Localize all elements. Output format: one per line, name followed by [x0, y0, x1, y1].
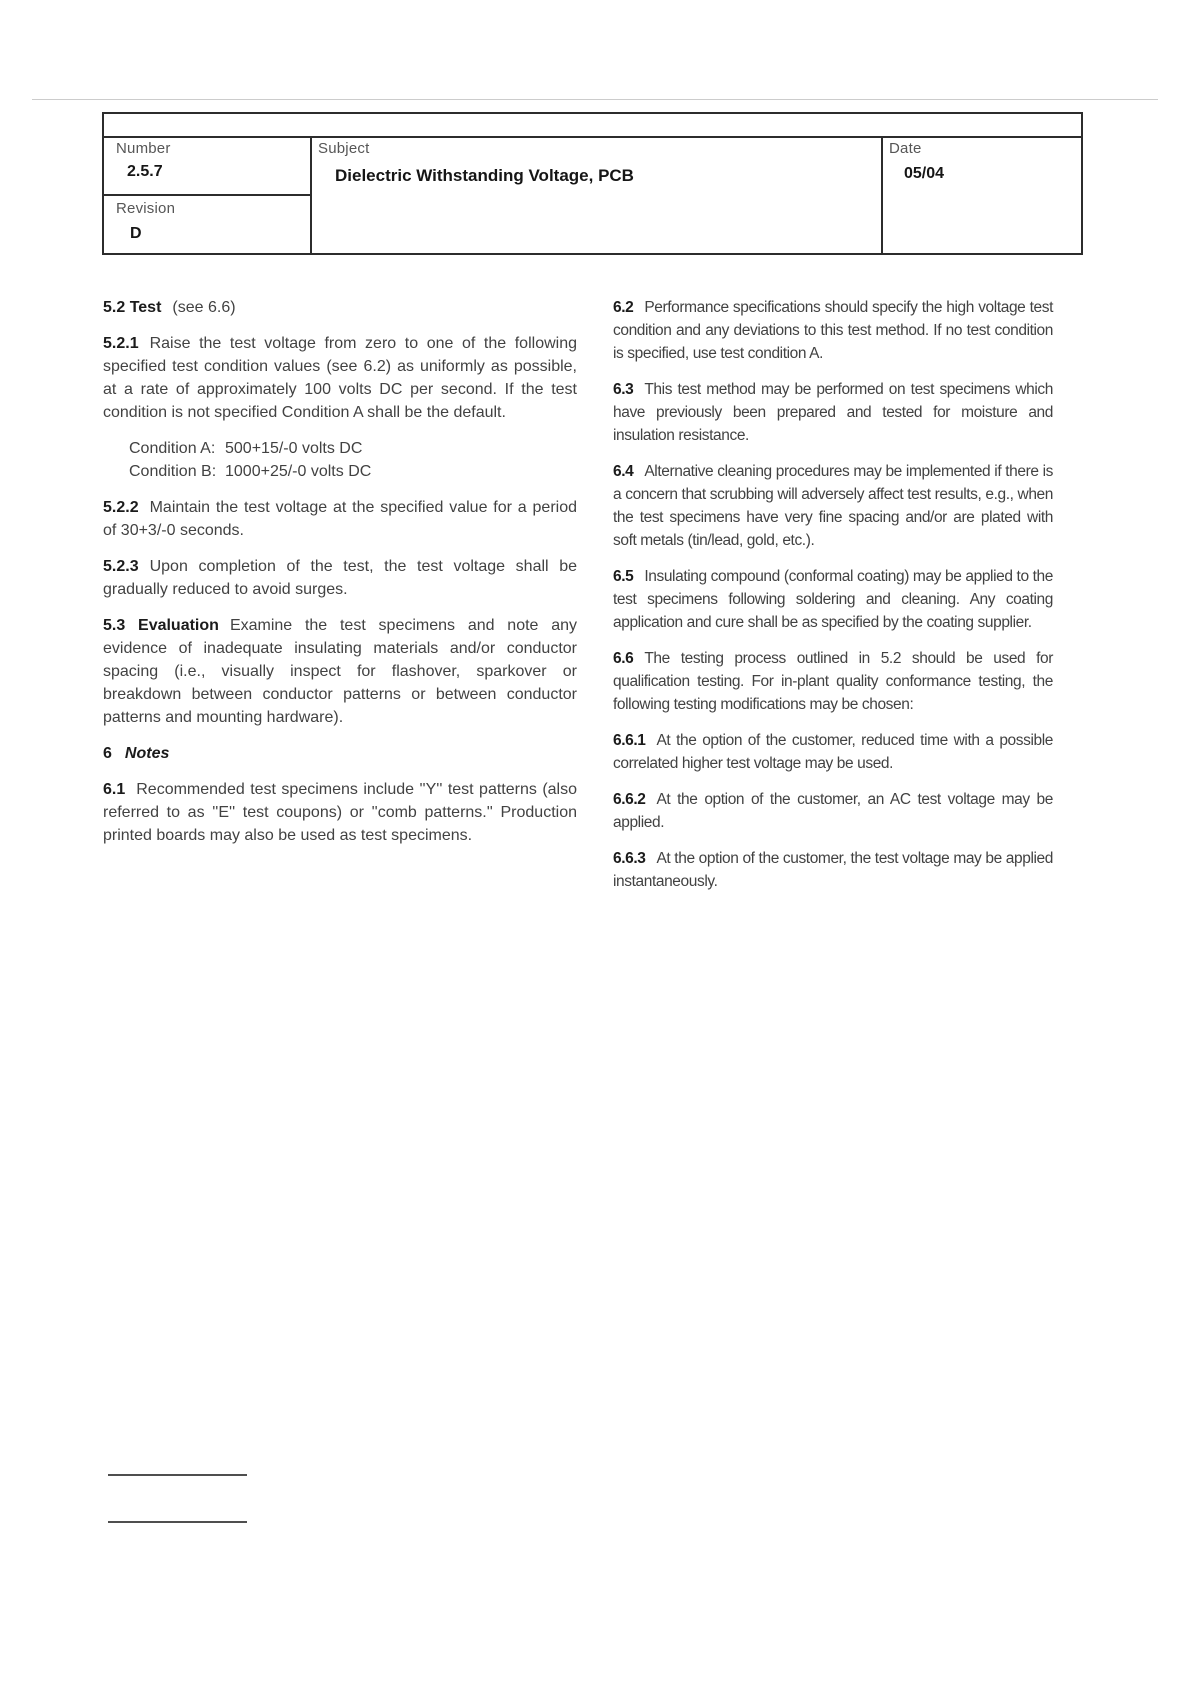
condition-a-label: Condition A:	[129, 440, 216, 457]
section-heading-label: Notes	[124, 745, 170, 762]
section-number: 5.2 Test	[103, 299, 162, 316]
section-heading-rest: (see 6.6)	[172, 299, 236, 316]
paragraph-number: 5.2.3	[103, 558, 139, 575]
paragraph-text: Recommended test specimens include ''Y'' test patterns (also referred to as ''E'' test coupons) or ''comb patterns.'' Production printed boards may also be used as test specimens.	[103, 781, 577, 844]
paragraph-number: 6.3	[613, 381, 634, 398]
revision-label: Revision	[116, 200, 176, 217]
paragraph-5-2-1	[103, 332, 577, 424]
table-border-top	[102, 112, 1083, 114]
left-column	[103, 296, 577, 860]
paragraph-6-6-3	[613, 847, 1053, 893]
scan-artifact-line-1	[108, 1474, 247, 1476]
paragraph-6-3	[613, 378, 1053, 447]
date-label: Date	[889, 140, 922, 157]
paragraph-6-6-1	[613, 729, 1053, 775]
condition-a-value: 500+15/-0 volts DC	[225, 440, 363, 457]
paragraph-5-3	[103, 614, 577, 729]
paragraph-number: 6.5	[613, 568, 634, 585]
paragraph-text: Alternative cleaning procedures may be implemented if there is a concern that scrubbing will adversely affect test results, e.g., when the test specimens have very fine spacing and/or are plated with soft metals (tin/lead, gold, etc.).	[613, 463, 1053, 549]
paragraph-6-6	[613, 647, 1053, 716]
subject-label: Subject	[318, 140, 370, 157]
condition-b-value: 1000+25/-0 volts DC	[225, 463, 372, 480]
paragraph-6-6-2	[613, 788, 1053, 834]
paragraph-text: Raise the test voltage from zero to one of the following specified test condition values (see 6.2) as uniformly as possible, at a rate of approximately 100 volts DC per second. If the test condition is not specified Condition A shall be the default.	[103, 335, 577, 421]
table-divider-number-revision	[102, 194, 312, 196]
paragraph-6-2	[613, 296, 1053, 365]
paragraph-6-4	[613, 460, 1053, 552]
paragraph-text: Insulating compound (conformal coating) may be applied to the test specimens following soldering and cleaning. Any coating application and cure shall be as specified by the coating supplier.	[613, 568, 1053, 631]
condition-a-row	[129, 437, 577, 460]
table-border-left	[102, 112, 104, 255]
paragraph-number: 5.2.2	[103, 499, 139, 516]
scan-artifact-line-2	[108, 1521, 247, 1523]
paragraph-text: Performance specifications should specify the high voltage test condition and any deviations to this test method. If no test condition is specified, use test condition A.	[613, 299, 1053, 362]
paragraph-text: At the option of the customer, reduced time with a possible correlated higher test voltage may be used.	[613, 732, 1053, 772]
paragraph-6-5	[613, 565, 1053, 634]
paragraph-5-2-3	[103, 555, 577, 601]
right-column	[613, 296, 1053, 906]
number-label: Number	[116, 140, 171, 157]
section-number: 6	[103, 745, 112, 762]
paragraph-number: 5.2.1	[103, 335, 139, 352]
conditions-list	[129, 437, 577, 483]
table-border-bottom	[102, 253, 1083, 255]
paragraph-number: 6.2	[613, 299, 634, 316]
condition-b-label: Condition B:	[129, 463, 217, 480]
paragraph-number: 6.6	[613, 650, 634, 667]
date-value: 05/04	[904, 165, 945, 182]
paragraph-text: Maintain the test voltage at the specified value for a period of 30+3/-0 seconds.	[103, 499, 577, 539]
table-header-row-divider	[102, 136, 1083, 138]
paragraph-6-1	[103, 778, 577, 847]
revision-value: D	[130, 225, 142, 242]
paragraph-number: 6.1	[103, 781, 126, 798]
paragraph-text: At the option of the customer, the test voltage may be applied instantaneously.	[613, 850, 1053, 890]
paragraph-number: 6.6.2	[613, 791, 646, 808]
paragraph-text: Upon completion of the test, the test voltage shall be gradually reduced to avoid surges.	[103, 558, 577, 598]
condition-b-row	[129, 460, 577, 483]
table-border-right	[1081, 112, 1083, 255]
paragraph-5-2-2	[103, 496, 577, 542]
section-heading-6-notes	[103, 742, 577, 765]
paragraph-text: The testing process outlined in 5.2 should be used for qualification testing. For in-plant quality conformance testing, the following testing modifications may be chosen:	[613, 650, 1053, 713]
section-heading-5-2	[103, 296, 577, 319]
scan-artifact-faint-line	[32, 99, 1158, 100]
number-value: 2.5.7	[127, 163, 163, 180]
paragraph-text: Examine the test specimens and note any evidence of inadequate insulating materials and/or conductor spacing (i.e., visually inspect for flashover, sparkover or breakdown between conductor patterns or between conductor patterns and mounting hardware).	[103, 617, 578, 726]
paragraph-number: 6.4	[613, 463, 634, 480]
paragraph-text: This test method may be performed on test specimens which have previously been prepared and tested for moisture and insulation resistance.	[613, 381, 1053, 444]
paragraph-text: At the option of the customer, an AC test voltage may be applied.	[613, 791, 1053, 831]
table-divider-subject-date	[881, 136, 883, 255]
paragraph-number: 5.3 Evaluation	[103, 617, 219, 634]
subject-value: Dielectric Withstanding Voltage, PCB	[335, 166, 634, 185]
paragraph-number: 6.6.3	[613, 850, 646, 867]
paragraph-number: 6.6.1	[613, 732, 646, 749]
